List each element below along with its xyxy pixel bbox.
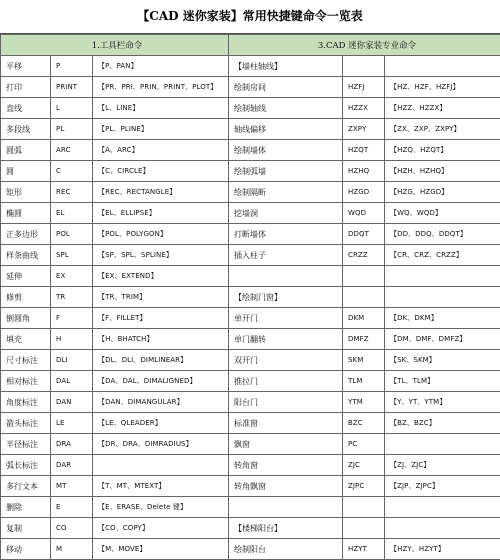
tool-name-cell: 平移 xyxy=(1,56,51,77)
tool-name-cell: 圆弧 xyxy=(1,140,51,161)
tool-aliases-cell: 【PR、PRI、PRIN、PRINT、PLOT】 xyxy=(93,77,229,98)
pro-key-cell: ZJC xyxy=(343,455,385,476)
pro-key-cell: WQD xyxy=(343,203,385,224)
pro-aliases-cell: 【ZJ、ZJC】 xyxy=(385,455,500,476)
tool-aliases-cell: 【DR、DRA、DIMRADIUS】 xyxy=(93,434,229,455)
table-row xyxy=(1,518,500,539)
tool-key-cell: M xyxy=(51,539,93,560)
pro-aliases-cell xyxy=(385,434,500,455)
table-row xyxy=(1,140,500,161)
pro-name-cell: 打断墙体 xyxy=(229,224,343,245)
pro-name-cell: 转角飘窗 xyxy=(229,476,343,497)
pro-aliases-cell xyxy=(385,518,500,539)
tool-name-cell: 角度标注 xyxy=(1,392,51,413)
tool-key-cell: EX xyxy=(51,266,93,287)
table-row xyxy=(1,308,500,329)
pro-aliases-cell: 【DD、DDQ、DDQT】 xyxy=(385,224,500,245)
table-row xyxy=(1,350,500,371)
tool-name-cell: 延伸 xyxy=(1,266,51,287)
tool-aliases-cell: 【P、PAN】 xyxy=(93,56,229,77)
pro-key-cell: HZQT xyxy=(343,140,385,161)
tool-aliases-cell: 【EX、EXTEND】 xyxy=(93,266,229,287)
pro-name-cell: 绘制轴线 xyxy=(229,98,343,119)
pro-aliases-cell: 【ZJP、ZJPC】 xyxy=(385,476,500,497)
pro-name-cell xyxy=(229,266,343,287)
tool-name-cell: 填充 xyxy=(1,329,51,350)
pro-key-cell: CRZZ xyxy=(343,245,385,266)
tool-aliases-cell: 【CO、COPY】 xyxy=(93,518,229,539)
pro-name-cell: 绘制弧墙 xyxy=(229,161,343,182)
pro-aliases-cell: 【WQ、WQD】 xyxy=(385,203,500,224)
pro-key-cell xyxy=(343,56,385,77)
pro-name-cell: 单门翻转 xyxy=(229,329,343,350)
tool-aliases-cell: 【M、MOVE】 xyxy=(93,539,229,560)
table-row xyxy=(1,266,500,287)
shortcut-table xyxy=(0,34,500,560)
tool-aliases-cell: 【T、MT、MTEXT】 xyxy=(93,476,229,497)
tool-name-cell: 修剪 xyxy=(1,287,51,308)
tool-key-cell: POL xyxy=(51,224,93,245)
table-row xyxy=(1,182,500,203)
pro-key-cell: DDQT xyxy=(343,224,385,245)
tool-key-cell: EL xyxy=(51,203,93,224)
section-header-left: 1.工具栏命令 xyxy=(1,35,229,56)
pro-key-cell: PC xyxy=(343,434,385,455)
pro-key-cell: SKM xyxy=(343,350,385,371)
section-header-right: 3.CAD 迷你家装专业命令 xyxy=(229,35,500,56)
tool-key-cell: C xyxy=(51,161,93,182)
tool-key-cell: LE xyxy=(51,413,93,434)
tool-aliases-cell: 【F、FILLET】 xyxy=(93,308,229,329)
pro-key-cell: DMFZ xyxy=(343,329,385,350)
pro-aliases-cell xyxy=(385,497,500,518)
pro-name-cell: 轴线偏移 xyxy=(229,119,343,140)
tool-name-cell: 样条曲线 xyxy=(1,245,51,266)
pro-name-cell: 【绘制门窗】 xyxy=(229,287,343,308)
pro-key-cell xyxy=(343,497,385,518)
pro-key-cell: YTM xyxy=(343,392,385,413)
pro-name-cell: 推拉门 xyxy=(229,371,343,392)
tool-aliases-cell: 【E、ERASE、Delete 键】 xyxy=(93,497,229,518)
pro-aliases-cell: 【HZH、HZHQ】 xyxy=(385,161,500,182)
pro-aliases-cell xyxy=(385,266,500,287)
pro-aliases-cell: 【BZ、BZC】 xyxy=(385,413,500,434)
tool-key-cell: PRINT xyxy=(51,77,93,98)
pro-name-cell xyxy=(229,497,343,518)
pro-name-cell: 转角窗 xyxy=(229,455,343,476)
tool-aliases-cell: 【DL、DLI、DIMLINEAR】 xyxy=(93,350,229,371)
tool-key-cell: REC xyxy=(51,182,93,203)
pro-key-cell: ZJPC xyxy=(343,476,385,497)
table-row xyxy=(1,203,500,224)
tool-key-cell: H xyxy=(51,329,93,350)
table-row xyxy=(1,476,500,497)
tool-key-cell: SPL xyxy=(51,245,93,266)
tool-aliases-cell: 【DA、DAL、DIMALIGNED】 xyxy=(93,371,229,392)
tool-key-cell: DAL xyxy=(51,371,93,392)
pro-name-cell: 标准窗 xyxy=(229,413,343,434)
tool-name-cell: 移动 xyxy=(1,539,51,560)
tool-key-cell: L xyxy=(51,98,93,119)
table-row xyxy=(1,287,500,308)
tool-aliases-cell: 【EL、ELLIPSE】 xyxy=(93,203,229,224)
pro-key-cell: TLM xyxy=(343,371,385,392)
table-row xyxy=(1,392,500,413)
tool-key-cell: F xyxy=(51,308,93,329)
tool-aliases-cell: 【TR、TRIM】 xyxy=(93,287,229,308)
table-row xyxy=(1,455,500,476)
pro-aliases-cell xyxy=(385,287,500,308)
table-row xyxy=(1,224,500,245)
pro-aliases-cell: 【TL、TLM】 xyxy=(385,371,500,392)
pro-key-cell: HZGD xyxy=(343,182,385,203)
pro-key-cell: HZHQ xyxy=(343,161,385,182)
tool-name-cell: 圆 xyxy=(1,161,51,182)
table-row xyxy=(1,56,500,77)
tool-name-cell: 删除 xyxy=(1,497,51,518)
table-row xyxy=(1,434,500,455)
tool-name-cell: 矩形 xyxy=(1,182,51,203)
pro-name-cell: 挖墙洞 xyxy=(229,203,343,224)
tool-key-cell: E xyxy=(51,497,93,518)
tool-name-cell: 多段线 xyxy=(1,119,51,140)
table-row xyxy=(1,497,500,518)
pro-aliases-cell: 【DK、DKM】 xyxy=(385,308,500,329)
tool-aliases-cell: 【A、ARC】 xyxy=(93,140,229,161)
pro-key-cell: BZC xyxy=(343,413,385,434)
tool-name-cell: 半径标注 xyxy=(1,434,51,455)
tool-key-cell: TR xyxy=(51,287,93,308)
table-row xyxy=(1,98,500,119)
pro-key-cell: DKM xyxy=(343,308,385,329)
tool-name-cell: 打印 xyxy=(1,77,51,98)
pro-name-cell: 绘制房间 xyxy=(229,77,343,98)
table-row xyxy=(1,413,500,434)
section-header-row xyxy=(1,35,500,56)
pro-aliases-cell: 【HZQ、HZQT】 xyxy=(385,140,500,161)
tool-key-cell: DAN xyxy=(51,392,93,413)
table-row xyxy=(1,371,500,392)
tool-aliases-cell: 【H、BHATCH】 xyxy=(93,329,229,350)
pro-name-cell: 单开门 xyxy=(229,308,343,329)
pro-key-cell xyxy=(343,518,385,539)
table-row xyxy=(1,161,500,182)
table-row xyxy=(1,245,500,266)
pro-name-cell: 插入柱子 xyxy=(229,245,343,266)
pro-key-cell: HZZX xyxy=(343,98,385,119)
tool-aliases-cell: 【POL、POLYGON】 xyxy=(93,224,229,245)
tool-key-cell: ARC xyxy=(51,140,93,161)
pro-aliases-cell: 【HZG、HZGD】 xyxy=(385,182,500,203)
table-row xyxy=(1,119,500,140)
pro-name-cell: 【墙柱轴线】 xyxy=(229,56,343,77)
pro-aliases-cell xyxy=(385,56,500,77)
pro-name-cell: 飘窗 xyxy=(229,434,343,455)
pro-aliases-cell: 【CR、CRZ、CRZZ】 xyxy=(385,245,500,266)
pro-key-cell: HZYT xyxy=(343,539,385,560)
tool-name-cell: 多行文本 xyxy=(1,476,51,497)
tool-name-cell: 相对标注 xyxy=(1,371,51,392)
tool-aliases-cell: 【DAN、DIMANGULAR】 xyxy=(93,392,229,413)
tool-name-cell: 弧长标注 xyxy=(1,455,51,476)
pro-name-cell: 绘制墙体 xyxy=(229,140,343,161)
tool-key-cell: DRA xyxy=(51,434,93,455)
page-title: 【CAD 迷你家装】常用快捷键命令一览表 xyxy=(0,0,500,34)
tool-aliases-cell: 【PL、PLINE】 xyxy=(93,119,229,140)
pro-name-cell: 阳台门 xyxy=(229,392,343,413)
tool-aliases-cell: 【L、LINE】 xyxy=(93,98,229,119)
tool-aliases-cell: 【SP、SPL、SPLINE】 xyxy=(93,245,229,266)
tool-name-cell: 复制 xyxy=(1,518,51,539)
pro-aliases-cell: 【HZZ、HZZX】 xyxy=(385,98,500,119)
tool-name-cell: 倒圆角 xyxy=(1,308,51,329)
tool-key-cell: PL xyxy=(51,119,93,140)
tool-key-cell: CO xyxy=(51,518,93,539)
shortcut-table-body xyxy=(1,35,500,560)
tool-aliases-cell: 【LE、QLEADER】 xyxy=(93,413,229,434)
tool-key-cell: P xyxy=(51,56,93,77)
table-row xyxy=(1,329,500,350)
tool-aliases-cell: 【REC、RECTANGLE】 xyxy=(93,182,229,203)
table-row xyxy=(1,539,500,560)
pro-key-cell: HZFJ xyxy=(343,77,385,98)
pro-aliases-cell: 【ZX、ZXP、ZXPY】 xyxy=(385,119,500,140)
table-row xyxy=(1,77,500,98)
tool-aliases-cell xyxy=(93,455,229,476)
pro-aliases-cell: 【SK、SKM】 xyxy=(385,350,500,371)
tool-aliases-cell: 【C、CIRCLE】 xyxy=(93,161,229,182)
tool-name-cell: 椭圆 xyxy=(1,203,51,224)
pro-key-cell: ZXPY xyxy=(343,119,385,140)
pro-aliases-cell: 【Y、YT、YTM】 xyxy=(385,392,500,413)
tool-name-cell: 直线 xyxy=(1,98,51,119)
pro-name-cell: 绘制阳台 xyxy=(229,539,343,560)
tool-key-cell: DAR xyxy=(51,455,93,476)
tool-name-cell: 箭头标注 xyxy=(1,413,51,434)
tool-key-cell: DLI xyxy=(51,350,93,371)
pro-name-cell: 绘制隔断 xyxy=(229,182,343,203)
tool-name-cell: 尺寸标注 xyxy=(1,350,51,371)
tool-name-cell: 正多边形 xyxy=(1,224,51,245)
tool-key-cell: MT xyxy=(51,476,93,497)
pro-name-cell: 双开门 xyxy=(229,350,343,371)
pro-name-cell: 【楼梯阳台】 xyxy=(229,518,343,539)
pro-key-cell xyxy=(343,287,385,308)
pro-aliases-cell: 【HZY、HZYT】 xyxy=(385,539,500,560)
pro-aliases-cell: 【DM、DMF、DMFZ】 xyxy=(385,329,500,350)
pro-aliases-cell: 【HZ、HZF、HZFJ】 xyxy=(385,77,500,98)
pro-key-cell xyxy=(343,266,385,287)
